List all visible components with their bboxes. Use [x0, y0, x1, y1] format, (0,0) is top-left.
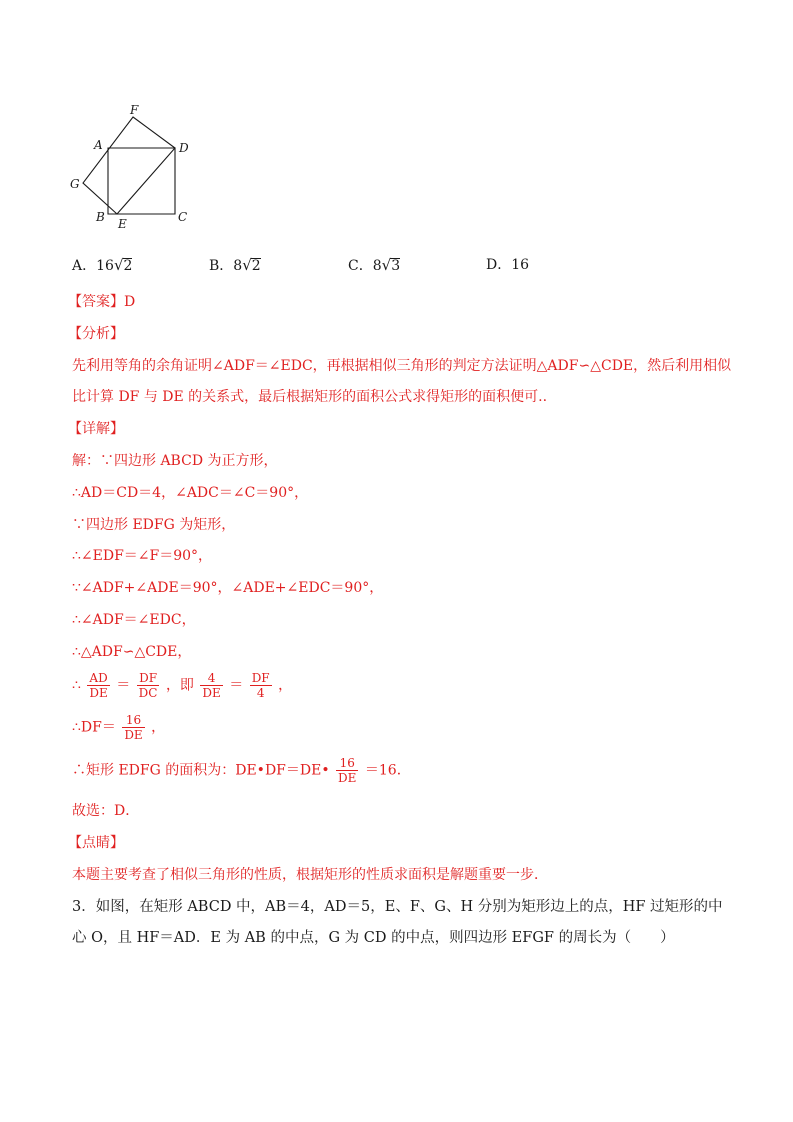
- frac-den: DE: [89, 686, 108, 700]
- fraction-df-4: [250, 671, 272, 700]
- fraction-16-de-area: [336, 756, 358, 785]
- l8-end: ，: [278, 677, 293, 694]
- comment-label: 【点睛】: [68, 835, 124, 851]
- detail-line-8: [72, 671, 292, 700]
- l9-prefix: ∴DF＝: [72, 719, 116, 736]
- detail-line-5: ∵∠ADF+∠ADE＝90°，∠ADE+∠EDC＝90°，: [72, 580, 384, 596]
- label-g: G: [70, 177, 80, 191]
- question-3-line-2: 心 O，且 HF＝AD．E 为 AB 的中点，G 为 CD 的中点，则四边形 EFGF 的周长为（ ）: [72, 930, 675, 946]
- detail-line-9: [72, 713, 165, 742]
- question-3-line-1: 3．如图，在矩形 ABCD 中，AB＝4，AD＝5，E、F、G、H 分别为矩形边上的点，HF 过矩形的中: [72, 899, 723, 915]
- option-a: A．16√2: [72, 256, 133, 274]
- square-abcd: [108, 148, 175, 214]
- fraction-ad-de: [87, 671, 109, 700]
- detail-label: 【详解】: [68, 421, 124, 437]
- option-b-radicand: 2: [251, 258, 261, 274]
- option-a-text: A．16: [72, 258, 114, 274]
- option-c-radicand: 3: [391, 258, 401, 274]
- option-c: C．8√3: [348, 256, 401, 274]
- option-c-text: C．8: [348, 258, 382, 274]
- geometry-figure: [60, 95, 200, 235]
- l9-end: ，: [151, 719, 166, 736]
- detail-line-3: ∵四边形 EDFG 为矩形，: [72, 517, 236, 533]
- frac-den: DE: [202, 686, 221, 700]
- detail-line-6: ∴∠ADF＝∠EDC，: [72, 612, 196, 628]
- detail-line-11: 故选：D．: [72, 803, 140, 819]
- detail-line-10: [72, 756, 411, 785]
- frac-num: 4: [200, 671, 222, 686]
- frac-num: AD: [87, 671, 109, 686]
- label-d: D: [179, 141, 189, 155]
- label-a: A: [94, 138, 103, 152]
- label-e: E: [118, 217, 127, 231]
- detail-line-7: ∴△ADF∽△CDE，: [72, 644, 192, 660]
- answer-label: 【答案】: [68, 294, 124, 310]
- label-f: F: [130, 103, 139, 117]
- label-c: C: [178, 210, 188, 224]
- analysis-line-1: 先利用等角的余角证明∠ADF＝∠EDC，再根据相似三角形的判定方法证明△ADF∽△CDE，然后利用相似: [72, 358, 732, 374]
- detail-line-1: 解：∵四边形 ABCD 为正方形，: [72, 453, 278, 469]
- frac-num: DF: [251, 671, 270, 685]
- answer-line: [68, 293, 135, 311]
- comment-text: 本题主要考查了相似三角形的性质，根据矩形的性质求面积是解题重要一步．: [72, 867, 548, 883]
- l10-end: ＝16．: [364, 762, 411, 779]
- detail-line-4: ∴∠EDF＝∠F＝90°，: [72, 548, 213, 564]
- option-b-text: B．8: [209, 258, 243, 274]
- fraction-df-dc: [137, 671, 160, 700]
- l10-prefix: ∴矩形 EDFG 的面积为：DE•DF＝DE•: [72, 762, 330, 779]
- frac-num: 16: [336, 756, 358, 771]
- fraction-16-de: [122, 713, 144, 742]
- frac-num: 16: [122, 713, 144, 728]
- detail-line-2: ∴AD＝CD＝4，∠ADC＝∠C＝90°，: [72, 485, 309, 501]
- analysis-line-2: 比计算 DF 与 DE 的关系式，最后根据矩形的面积公式求得矩形的面积便可..: [72, 389, 548, 405]
- answer-value: D: [124, 294, 136, 310]
- option-b: B．8√2: [209, 256, 261, 274]
- frac-den: DE: [124, 728, 143, 742]
- l8-mid: ，即: [165, 677, 194, 694]
- frac-den: 4: [256, 686, 265, 700]
- label-b: B: [96, 210, 105, 224]
- l8-prefix: ∴: [72, 677, 81, 694]
- rectangle-edfg: [83, 117, 175, 214]
- option-d: D．16: [486, 257, 530, 273]
- l8-eq-2: ＝: [229, 677, 244, 694]
- frac-num: DF: [137, 671, 160, 686]
- fraction-4-de: [200, 671, 222, 700]
- analysis-label: 【分析】: [68, 326, 124, 342]
- frac-den: DC: [138, 686, 158, 700]
- l8-eq-1: ＝: [116, 677, 131, 694]
- option-a-radicand: 2: [123, 258, 133, 274]
- frac-den: DE: [338, 771, 357, 785]
